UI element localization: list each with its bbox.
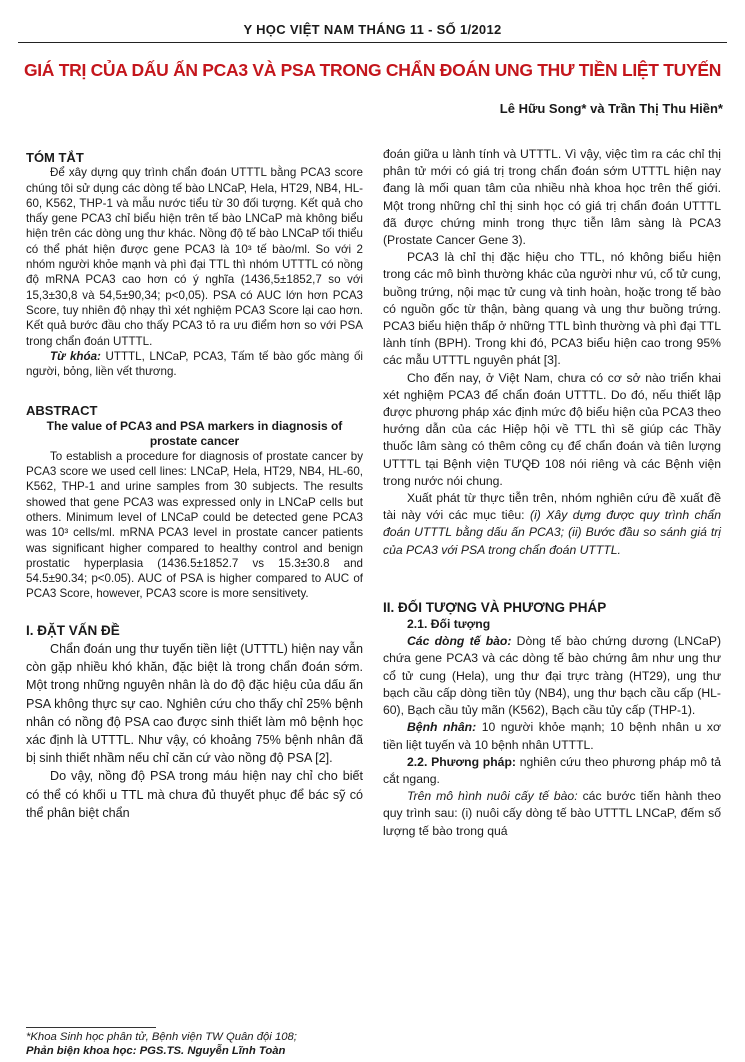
objectives-intro: Xuất phát từ thực tiễn trên, nhóm nghiên cứu đề xuất đề tài này với các mục tiêu: [383, 491, 721, 523]
patients-label: Bệnh nhân: [407, 720, 477, 735]
abstract-title: The value of PCA3 and PSA markers in diagnosis of prostate cancer [46, 418, 343, 448]
abstract-heading: ABSTRACT [26, 403, 98, 419]
methods-label: 2.2. Phương pháp: [407, 754, 516, 769]
section-1-paragraph-3: PCA3 là chỉ thị đặc hiệu cho TTL, nó không biểu hiện trong các mô bình thường khác của người như vú, cổ tử cung, buồng trứng, nội mạc tử cung và tinh hoàn, hoặc trong tế bào có nguồn gốc từ thận, bàng quang và ung thư buồng trứng. PCA3 biểu hiện thấp ở những TTL bình thường và phì đại TTL lành tính (BPH). Trong khi đó, PCA3 biểu hiện cao trong 95% các mẫu UTTTL nguyên phát [3]. [383, 250, 721, 368]
article-title: GIÁ TRỊ CỦA DẤU ẤN PCA3 VÀ PSA TRONG CHẨN ĐOÁN UNG THƯ TIỀN LIỆT TUYẾN [23, 60, 722, 80]
objectives-text: (i) Xây dựng được quy trình chẩn đoán UTTTL bằng dấu ấn PCA3; (ii) Bước đầu so sánh giá trị của PCA3 với PSA trong chẩn đoán UTTTL. [383, 508, 721, 557]
section-1-paragraph-2-start: Do vậy, nồng độ PSA trong máu hiện nay chỉ cho biết có thể có khối u TTL mà chưa đủ thuyết phục để bác sỹ có thể phân biệt chẩn [26, 769, 363, 820]
patients-text: 10 người khỏe mạnh; 10 bệnh nhân u xơ tiền liệt tuyến và 10 bệnh nhân UTTTL. [383, 720, 721, 752]
header-divider [18, 42, 727, 43]
subsection-2-1-heading: 2.1. Đối tượng [407, 617, 491, 632]
methods-paragraph [383, 754, 721, 788]
journal-header: Y HỌC VIỆT NAM THÁNG 11 - SỐ 1/2012 [243, 22, 502, 37]
section-1-paragraph-5 [383, 490, 721, 559]
section-1-paragraph-2-continued: đoán giữa u lành tính và UTTTL. Vì vậy, việc tìm ra các chỉ thị phân tử mới có giá trị trong chẩn đoán sớm UTTTL hiện nay đang là mối quan tâm của nhiều nhà khoa học trên thế giới. Một trong những chỉ thị sinh học có giá trị chẩn đoán UTTTL đã được chứng minh trong thực tiễn lâm sàng là PCA3 (Prostate Cancer Gene 3). [383, 147, 721, 248]
tom-tat-keywords [26, 349, 363, 380]
right-column [383, 146, 721, 840]
patients-paragraph [383, 719, 721, 753]
section-1-paragraph-4: Cho đến nay, ở Việt Nam, chưa có cơ sở nào triển khai xét nghiệm PCA3 để chẩn đoán UTTTL. Do đó, nếu thiết lập được phương pháp xác định mức độ biểu hiện của PCA3 theo hướng dẫn của các Hiệp hội về TTL thì sẽ giúp các Thầy thuốc lâm sàng có thêm công cụ để chẩn đoán và tiên lượng UTTTL tại Bệnh viện TƯQĐ 108 nói riêng và các Bệnh viện trong nước nói chung. [383, 370, 721, 488]
footnote-affiliation: *Khoa Sinh học phân tử, Bệnh viện TW Quân đội 108; [26, 1031, 297, 1043]
abstract-body: To establish a procedure for diagnosis of prostate cancer by PCA3 score we used cell lines: LNCaP, Hela, HT29, NB4, HL-60, K562, THP-1 and urine samples from 30 subjects. The results showed that gene PCA3 was expressed only in LNCaP cells but others. Minimum level of LNCaP could be detected gene PCA3 was 10³ cells/ml. mRNA PCA3 level in prostate cancer patients was significant higher compared to healthy control and benign prostatic hyperplasia (1436.5±1852.7 vs 15.3±30.8 and 54.5±90.34; p<0.05). AUC of PSA is higher compared to AUC of PCA3 Score, however, PCA3 score is more sensitivety. [26, 449, 363, 601]
left-column [26, 150, 363, 822]
keywords-text: UTTTL, LNCaP, PCA3, Tấm tế bào gốc màng ối người, bỏng, liền vết thương. [26, 349, 363, 379]
section-1-paragraph-1: Chẩn đoán ung thư tuyến tiền liệt (UTTTL) hiện nay vẫn còn gặp nhiều khó khăn, đặc biệt là trong chẩn đoán sớm. Một trong những nguyên nhân là do độ đặc hiệu của dấu ấn PSA không thực sự cao. Nghiên cứu cho thấy chỉ 25% bệnh nhân có nồng độ PSA cao được sinh thiết làm mô bệnh học xác định là UTTTL. Như vậy, có khoảng 75% bệnh nhân đã bị sinh thiết nhầm nếu chỉ căn cứ vào nồng độ PSA [2]. [26, 641, 363, 766]
section-1-heading: I. ĐẶT VẤN ĐỀ [26, 622, 120, 638]
tom-tat-body: Để xây dựng quy trình chẩn đoán UTTTL bằng PCA3 score chúng tôi sử dụng các dòng tế bào LNCaP, Hela, HT29, NB4, HL-60, K562, THP-1 và mẫu nước tiểu từ 30 đối tượng. Kết quả cho thấy gene PCA3 chỉ biểu hiện trên tế bào LNCaP mà không biểu hiện trên các dòng ung thư khác. Nồng độ tế bào LNCaP tối thiểu có thể phát hiện được gene PCA3 là 10³ tế bào/ml. So với 2 nhóm người khỏe mạnh và phì đại TTL thì nhóm UTTTL có nồng độ mRNA PCA3 cao hơn có ý nghĩa (1436,5±1852,7 so với 15,3±30,8 và 54,5±90,34; p<0,05). PSA có AUC lớn hơn PCA3 Score, tuy nhiên độ nhạy thì xét nghiệm PCA3 Score lại cao hơn. Kết quả bước đầu cho thấy PCA3 tỏ ra ưu điểm hơn so với PSA trong chẩn đoán UTTTL. [26, 166, 363, 348]
cell-culture-label: Trên mô hình nuôi cấy tế bào: [407, 789, 578, 804]
tom-tat-heading: TÓM TẮT [26, 150, 84, 165]
cell-lines-text: Dòng tế bào chứng dương (LNCaP) chứa gene PCA3 và các dòng tế bào chứng âm như ung thư cổ tử cung (Hela), ung thư đại trực tràng (HT29), ung thư bạch cầu cấp dòng tiền tủy (NB4), ung thư bạch cầu cấp (HL-60), Bạch cầu tủy mãn (K562), Bạch cầu tủy cấp (THP-1). [383, 634, 722, 718]
cell-culture-text: các bước tiến hành theo quy trình sau: (i) nuôi cấy dòng tế bào UTTTL LNCaP, đếm số lượng tế bào trong quá [383, 789, 722, 838]
cell-lines-paragraph [383, 633, 721, 719]
cell-lines-label: Các dòng tế bào: [407, 634, 512, 649]
footnote-divider [26, 1027, 156, 1028]
methods-text: nghiên cứu theo phương pháp mô tả cắt ngang. [383, 754, 721, 786]
footnote [26, 1030, 486, 1058]
keywords-label: Từ khóa: [50, 349, 101, 363]
cell-culture-paragraph [383, 788, 721, 840]
authors: Lê Hữu Song* và Trần Thị Thu Hiền* [499, 101, 723, 116]
footnote-reviewer: Phản biện khoa học: PGS.TS. Nguyễn Lĩnh Toàn [26, 1045, 286, 1057]
section-2-heading: II. ĐỐI TƯỢNG VÀ PHƯƠNG PHÁP [383, 599, 607, 615]
